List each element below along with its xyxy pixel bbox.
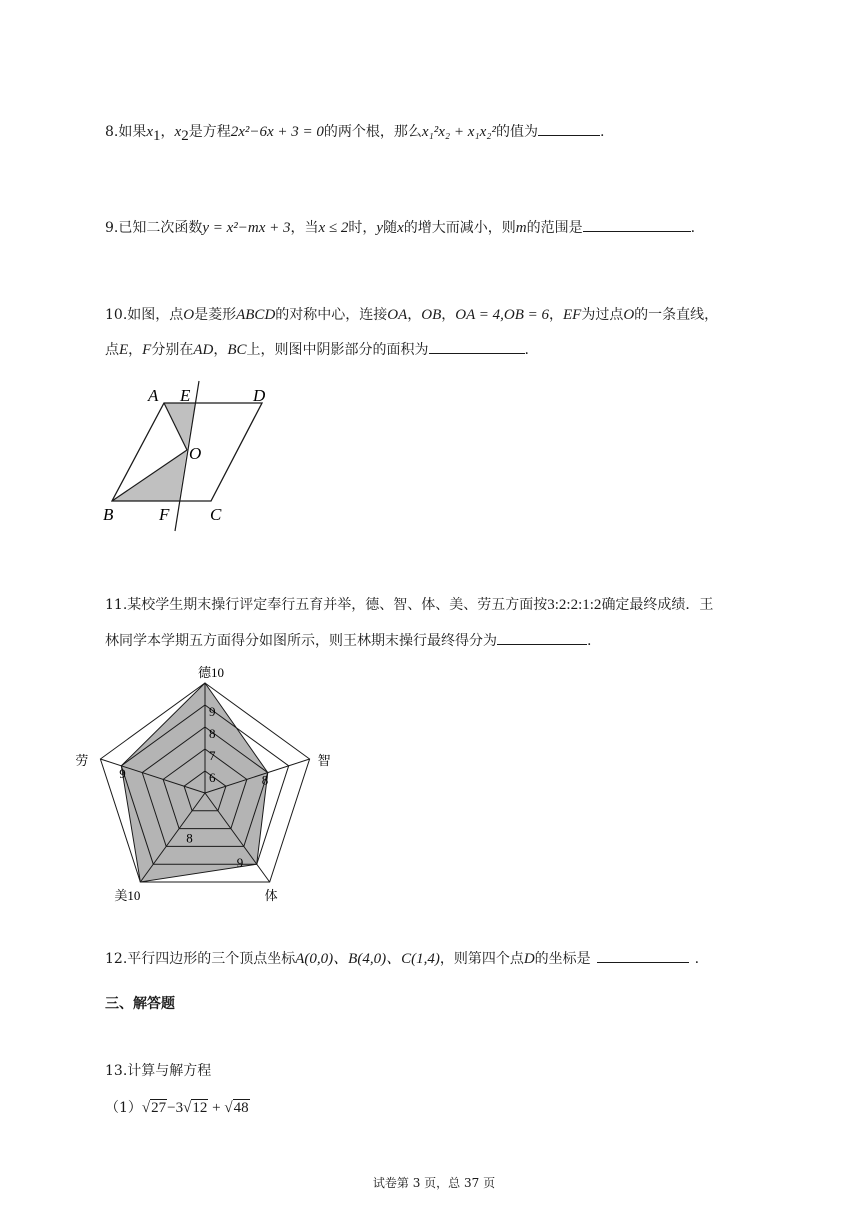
math-variable: y bbox=[376, 220, 384, 236]
question-text: 如图，点 bbox=[127, 307, 184, 323]
math-expression: √27−3√12 + √48 bbox=[141, 1100, 249, 1116]
punctuation: ， bbox=[128, 342, 143, 358]
question-13 bbox=[105, 1061, 211, 1081]
math-point: O bbox=[623, 307, 635, 323]
math-ratio: 3:2:2:1:2 bbox=[547, 597, 602, 613]
question-text: 已知二次函数 bbox=[118, 220, 203, 236]
question-text: 的对称中心，连接 bbox=[275, 307, 388, 323]
tick-label: 7 bbox=[209, 748, 216, 763]
axis-label: 劳 bbox=[75, 753, 89, 769]
math-x1: x bbox=[146, 124, 154, 140]
question-text: 上，则图中阴影部分的面积为 bbox=[246, 342, 429, 358]
question-13-part-1 bbox=[105, 1098, 250, 1118]
question-text: 点 bbox=[105, 342, 119, 358]
question-text: 分别在 bbox=[151, 342, 194, 358]
question-10-line-1 bbox=[105, 305, 718, 325]
label-c: C bbox=[210, 505, 222, 524]
punctuation: ， bbox=[549, 307, 563, 323]
question-8 bbox=[105, 121, 604, 146]
rhombus-figure bbox=[100, 378, 280, 538]
math-operator: −3 bbox=[167, 1100, 184, 1116]
label-b: B bbox=[103, 505, 114, 524]
question-text: 的两个根，那么 bbox=[323, 124, 422, 140]
question-11-line-2 bbox=[105, 630, 591, 651]
question-text: ，则第四个点 bbox=[439, 951, 524, 967]
question-text: 确定最终成绩．王 bbox=[601, 597, 714, 613]
question-10-line-2 bbox=[105, 339, 529, 360]
punctuation: ， bbox=[160, 124, 175, 140]
question-text: 的一条直线， bbox=[634, 307, 719, 323]
question-text: 为过点 bbox=[581, 307, 624, 323]
math-points: A(0,0)、B(4,0)、C(1,4) bbox=[295, 951, 440, 967]
question-9 bbox=[105, 217, 695, 238]
math-condition: x ≤ 2 bbox=[318, 220, 349, 236]
punctuation: ， bbox=[441, 307, 456, 323]
punctuation: . bbox=[600, 124, 605, 140]
question-number: 13. bbox=[105, 1063, 128, 1079]
math-segment: EF bbox=[563, 307, 582, 323]
question-11-line-1 bbox=[105, 595, 713, 615]
axis-label: 美10 bbox=[114, 887, 141, 903]
shaded-triangle-top bbox=[164, 403, 195, 450]
radicand: 27 bbox=[151, 1100, 167, 1116]
answer-blank[interactable] bbox=[583, 217, 691, 232]
question-number: 10. bbox=[105, 307, 128, 323]
math-x2: x bbox=[174, 124, 182, 140]
question-text: 是菱形 bbox=[194, 307, 237, 323]
answer-blank[interactable] bbox=[497, 630, 587, 645]
question-12 bbox=[105, 948, 699, 969]
question-number: 8. bbox=[105, 124, 119, 140]
label-f: F bbox=[159, 505, 170, 524]
tick-label: 6 bbox=[209, 770, 216, 785]
answer-blank[interactable] bbox=[597, 948, 689, 963]
axis-label: 智 bbox=[317, 753, 331, 769]
axis-label: 体 bbox=[264, 887, 278, 903]
math-variable: x bbox=[397, 220, 404, 236]
section-heading: 三、解答题 bbox=[105, 996, 175, 1012]
math-operator: + bbox=[208, 1100, 225, 1116]
question-number: 11. bbox=[105, 597, 128, 613]
radar-chart bbox=[75, 665, 340, 903]
question-text: 平行四边形的三个顶点坐标 bbox=[127, 951, 296, 967]
math-subscript: 1 bbox=[153, 127, 161, 144]
page-footer: 试卷第 3 页，总 37 页 bbox=[372, 1176, 496, 1190]
math-shape: ABCD bbox=[236, 307, 276, 323]
math-segment: AD bbox=[193, 342, 214, 358]
punctuation: ， bbox=[213, 342, 228, 358]
question-text: 随 bbox=[383, 220, 398, 236]
question-text: 某校学生期末操行评定奉行五育并举，德、智、体、美、劳五方面按 bbox=[127, 597, 548, 613]
tick-label: 8 bbox=[209, 726, 216, 741]
punctuation: . bbox=[694, 951, 700, 967]
math-function: y = x²−mx + 3 bbox=[202, 220, 291, 236]
math-expression: x₁²x₂ + x₁x₂² bbox=[421, 124, 496, 140]
question-text: 是方程 bbox=[188, 124, 231, 140]
question-text: 的增大而减小，则 bbox=[403, 220, 516, 236]
punctuation: . bbox=[524, 342, 529, 358]
question-text: 的范围是 bbox=[526, 220, 583, 236]
math-point: E bbox=[119, 342, 129, 358]
question-text: 时， bbox=[348, 220, 377, 236]
math-point: D bbox=[523, 951, 535, 967]
axis-label: 德10 bbox=[198, 665, 225, 680]
math-segment: OB bbox=[421, 307, 442, 323]
math-subscript: 2 bbox=[181, 127, 189, 144]
math-given: OA = 4,OB = 6 bbox=[455, 307, 549, 323]
answer-blank[interactable] bbox=[538, 121, 600, 136]
question-text: ，当 bbox=[290, 220, 319, 236]
punctuation: ， bbox=[407, 307, 422, 323]
math-segment: OA bbox=[387, 307, 408, 323]
question-text: 如果 bbox=[118, 124, 147, 140]
answer-blank[interactable] bbox=[429, 339, 525, 354]
label-a: A bbox=[148, 386, 159, 405]
value-label: 9 bbox=[236, 855, 244, 871]
question-text: 林同学本学期五方面得分如图所示，则王林期末操行最终得分为 bbox=[105, 633, 497, 649]
radicand: 12 bbox=[192, 1100, 208, 1116]
tick-label: 9 bbox=[209, 704, 216, 719]
value-label: 9 bbox=[119, 765, 126, 781]
radicand: 48 bbox=[233, 1100, 249, 1116]
question-text: 计算与解方程 bbox=[127, 1063, 212, 1079]
question-number: 9. bbox=[105, 220, 119, 236]
question-number: 12. bbox=[105, 951, 128, 967]
label-d: D bbox=[253, 386, 266, 405]
math-equation: 2x²−6x + 3 = 0 bbox=[230, 124, 324, 140]
math-point: F bbox=[142, 342, 152, 358]
punctuation: . bbox=[587, 633, 592, 649]
punctuation: . bbox=[690, 220, 696, 236]
value-label: 8 bbox=[261, 772, 269, 788]
math-segment: BC bbox=[227, 342, 247, 358]
math-point: O bbox=[183, 307, 195, 323]
question-text: 的值为 bbox=[496, 124, 538, 140]
label-o: O bbox=[189, 444, 202, 463]
label-e: E bbox=[180, 386, 191, 405]
question-text: 的坐标是 bbox=[534, 951, 591, 967]
value-label: 8 bbox=[186, 830, 193, 846]
math-variable: m bbox=[515, 220, 527, 236]
part-number: （1） bbox=[105, 1100, 142, 1116]
